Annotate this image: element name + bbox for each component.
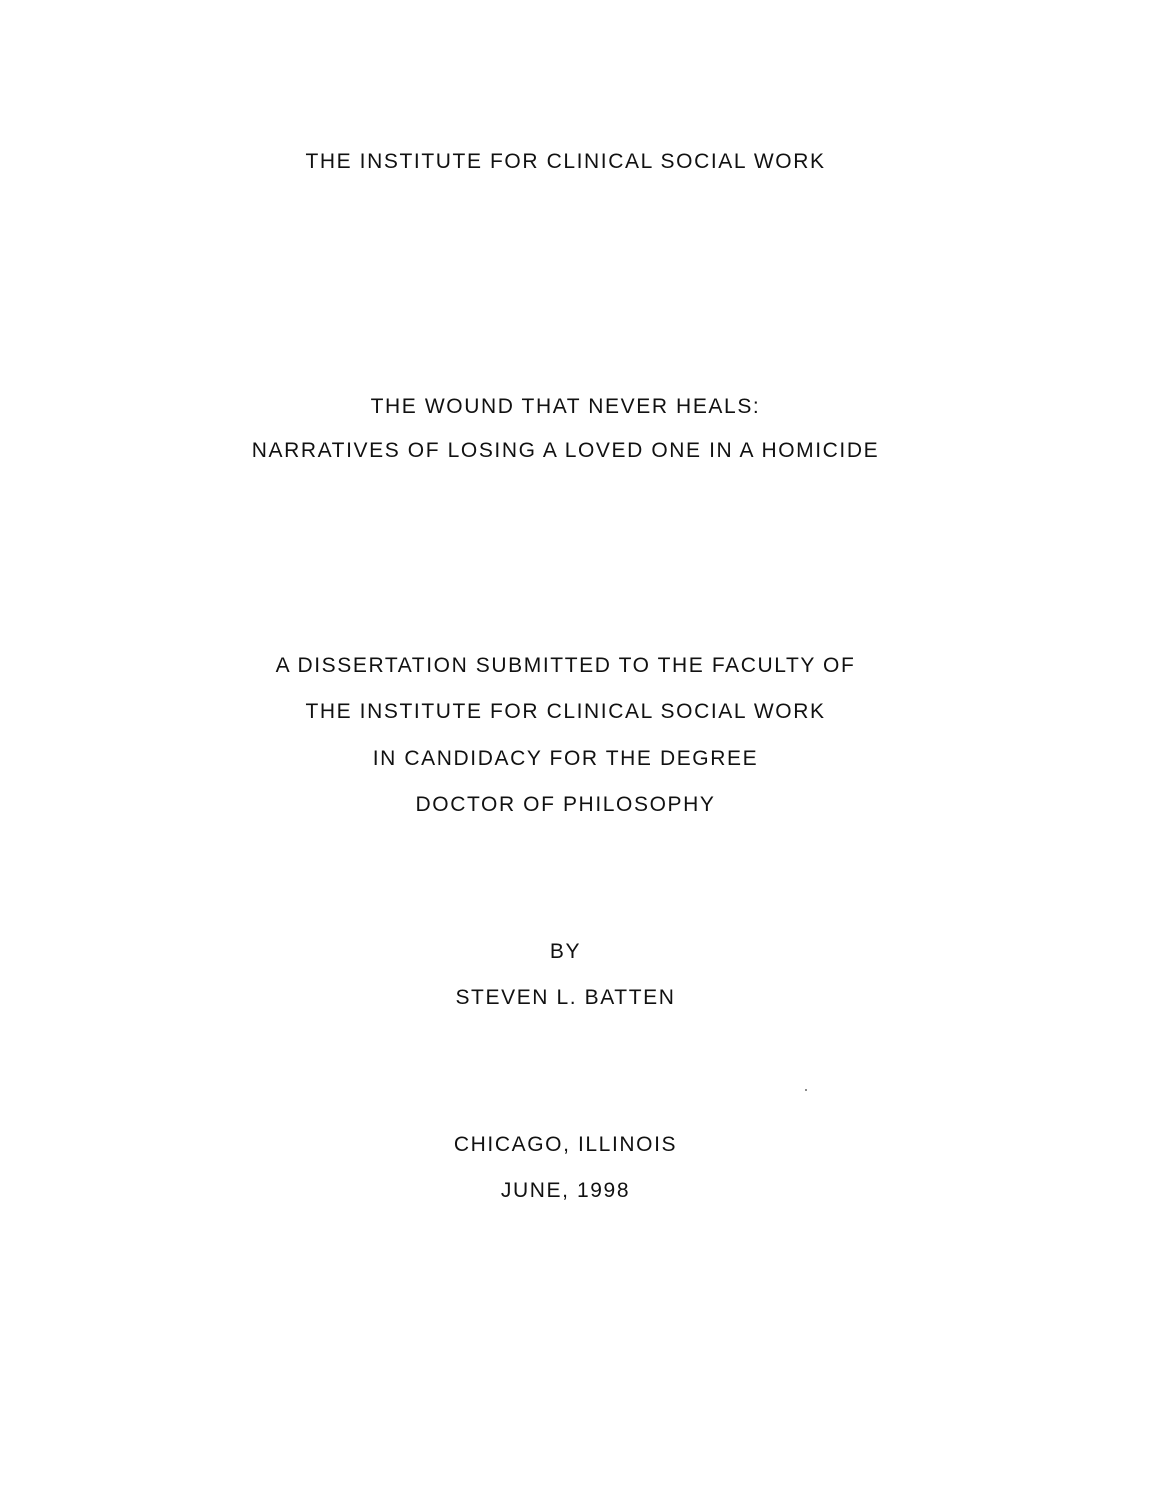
place-of-submission: CHICAGO, ILLINOIS — [453, 1133, 678, 1156]
institution-heading: THE INSTITUTE FOR CLINICAL SOCIAL WORK — [305, 150, 826, 173]
dissertation-title-line-2: NARRATIVES OF LOSING A LOVED ONE IN A HOMICIDE — [251, 439, 880, 462]
submission-statement-line-3: IN CANDIDACY FOR THE DEGREE — [372, 747, 759, 770]
dissertation-title-line-1: THE WOUND THAT NEVER HEALS: — [370, 395, 761, 418]
author-name: STEVEN L. BATTEN — [455, 986, 676, 1009]
degree-name: DOCTOR OF PHILOSOPHY — [415, 793, 716, 816]
scan-speck — [805, 1089, 807, 1091]
byline-label: BY — [549, 940, 582, 963]
submission-date: JUNE, 1998 — [500, 1179, 631, 1202]
submission-statement-line-2: THE INSTITUTE FOR CLINICAL SOCIAL WORK — [305, 700, 826, 723]
submission-statement-line-1: A DISSERTATION SUBMITTED TO THE FACULTY OF — [275, 654, 856, 677]
